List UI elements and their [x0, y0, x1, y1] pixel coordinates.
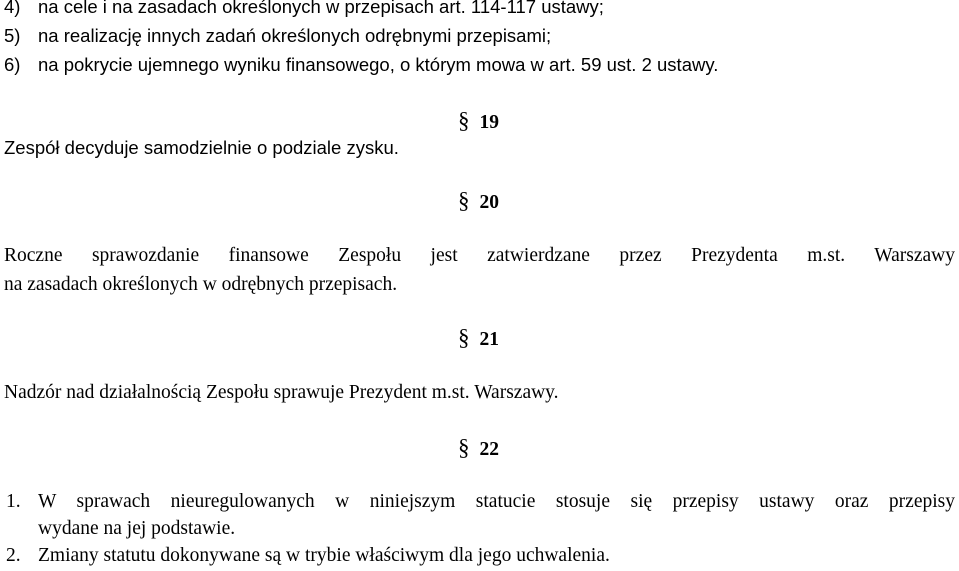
list-item-number: 5) — [4, 25, 21, 46]
s20-line2: na zasadach określonych w odrębnych przepisach. — [4, 274, 398, 295]
list-item-number: 6) — [4, 54, 21, 75]
s22-item2-number: 2. — [6, 545, 21, 566]
section-heading-21 — [458, 325, 499, 351]
s22-item1-line2: wydane na jej podstawie. — [38, 518, 236, 539]
s20-line1 — [4, 245, 955, 267]
s21-paragraph: Nadzór nad działalnością Zespołu sprawuje Prezydent m.st. Warszawy. — [4, 382, 559, 403]
s22-item2-text: Zmiany statutu dokonywane są w trybie właściwym dla jego uchwalenia. — [38, 545, 610, 566]
s20-text-line1: Roczne sprawozdanie finansowe Zespołu jest zatwierdzane przez Prezydenta m.st. Warszawy — [4, 245, 955, 266]
list-item-text: na cele i na zasadach określonych w przepisach art. 114-117 ustawy; — [38, 0, 604, 17]
zysk-paragraph: Zespół decyduje samodzielnie o podziale zysku. — [4, 137, 399, 158]
list-item-text: na pokrycie ujemnego wyniku finansowego, o którym mowa w art. 59 ust. 2 ustawy. — [38, 54, 719, 75]
list-item-6 — [4, 54, 718, 76]
s22-item1-text-line1: W sprawach nieuregulowanych w niniejszym statucie stosuje się przepisy ustawy oraz przepisy — [38, 491, 955, 512]
section-number: 20 — [479, 192, 499, 213]
section-number: 22 — [479, 439, 499, 460]
s22-item1-number: 1. — [6, 491, 21, 512]
section-sign: § — [458, 188, 470, 213]
list-item-number: 4) — [4, 0, 21, 17]
section-heading-22 — [458, 435, 499, 461]
section-sign: § — [458, 108, 470, 133]
list-item-5 — [4, 25, 551, 47]
section-sign: § — [458, 325, 470, 350]
section-heading-20 — [458, 188, 499, 214]
s22-item1-line1 — [38, 491, 955, 513]
section-sign: § — [458, 435, 470, 460]
section-heading-19 — [458, 108, 499, 134]
list-item-text: na realizację innych zadań określonych odrębnymi przepisami; — [38, 25, 552, 46]
section-number: 21 — [479, 329, 499, 350]
list-item-4 — [4, 0, 604, 18]
section-number: 19 — [479, 112, 499, 133]
